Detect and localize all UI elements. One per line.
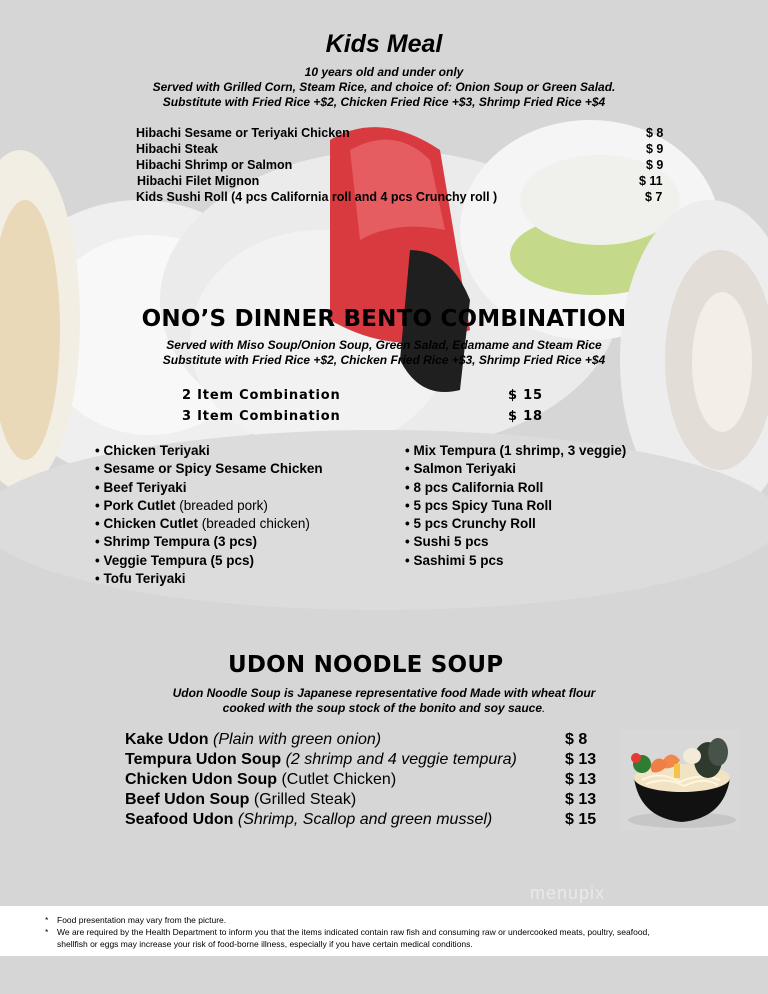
- list-item: • Veggie Tempura (5 pcs): [95, 552, 255, 568]
- udon-description-line2: cooked with the soup stock of the bonito and soy sauce.: [222, 701, 546, 715]
- menu-item-name: Tempura Udon Soup (2 shrimp and 4 veggie tempura): [125, 751, 517, 768]
- menu-item-name: Seafood Udon (Shrimp, Scallop and green mussel): [125, 811, 493, 828]
- bento-left-items: [95, 442, 323, 588]
- menu-item-name: Hibachi Sesame or Teriyaki Chicken: [136, 126, 350, 140]
- combo-price: $ 15: [508, 388, 543, 403]
- list-item: • Sushi 5 pcs: [405, 534, 489, 550]
- menu-item-price: $ 8: [646, 126, 664, 140]
- menu-item-name: Kids Sushi Roll (4 pcs California roll and 4 pcs Crunchy roll ): [136, 190, 498, 204]
- list-item: • 8 pcs California Roll: [405, 479, 544, 495]
- menu-item-price: $ 8: [565, 731, 588, 748]
- footnote-bullet: *: [45, 927, 49, 937]
- menu-item-price: $ 9: [646, 158, 664, 172]
- list-item: • Chicken Teriyaki: [95, 443, 210, 458]
- menu-item-price: $ 11: [639, 174, 663, 188]
- menu-item-price: $ 13: [565, 771, 597, 788]
- list-item: • Chicken Cutlet (breaded chicken): [95, 516, 310, 532]
- list-item: • Sesame or Spicy Sesame Chicken: [95, 461, 323, 477]
- menu-item-price: $ 7: [645, 190, 663, 204]
- udon-bowl-image: [620, 730, 740, 830]
- menu-item-name: Hibachi Steak: [136, 142, 218, 156]
- menu-item-name: Kake Udon (Plain with green onion): [125, 731, 382, 748]
- menu-item-name: Hibachi Shrimp or Salmon: [136, 158, 293, 172]
- list-item: • Pork Cutlet (breaded pork): [95, 497, 268, 513]
- kids-meal-served-with: Served with Grilled Corn, Steam Rice, and choice of: Onion Soup or Green Salad.: [152, 80, 616, 94]
- kids-meal-subtitle: 10 years old and under only: [304, 65, 464, 79]
- menu-item-name: Beef Udon Soup (Grilled Steak): [125, 791, 357, 808]
- bento-right-items: [405, 442, 626, 570]
- bento-substitute: Substitute with Fried Rice +$2, Chicken Fried Rice +$3, Shrimp Fried Rice +$4: [162, 353, 606, 367]
- list-item: • Tofu Teriyaki: [95, 571, 186, 587]
- kids-meal-substitute: Substitute with Fried Rice +$2, Chicken Fried Rice +$3, Shrimp Fried Rice +$4: [162, 95, 606, 109]
- list-item: • 5 pcs Spicy Tuna Roll: [405, 497, 553, 513]
- menu-item-name: Chicken Udon Soup (Cutlet Chicken): [125, 771, 397, 788]
- menu-item-price: $ 13: [565, 751, 597, 768]
- bento-served-with: Served with Miso Soup/Onion Soup, Green Salad, Edamame and Steam Rice: [166, 338, 602, 352]
- list-item: • Salmon Teriyaki: [405, 461, 517, 477]
- udon-title: UDON NOODLE SOUP: [228, 652, 504, 678]
- menu-item-price: $ 13: [565, 791, 597, 808]
- menu-item-name: Hibachi Filet Mignon: [137, 174, 260, 188]
- list-item: • 5 pcs Crunchy Roll: [405, 516, 536, 532]
- combo-name: 3 Item Combination: [182, 409, 341, 424]
- list-item: • Sashimi 5 pcs: [405, 552, 504, 568]
- footnote-health-warning-line1: We are required by the Health Department to inform you that the items indicated contain raw fish and consuming raw or undercooked meats, poultry, seafood,: [57, 927, 650, 937]
- footnote-health-warning-line2: shellfish or eggs may increase your risk of food-borne illness, especially if you have certain medical conditions.: [57, 939, 473, 949]
- menupix-watermark: menupix: [530, 883, 606, 903]
- menu-item-price: $ 9: [646, 142, 664, 156]
- list-item: • Beef Teriyaki: [95, 479, 187, 495]
- bento-title: ONO’S DINNER BENTO COMBINATION: [141, 306, 627, 332]
- combo-price: $ 18: [508, 409, 543, 424]
- footnote-presentation: Food presentation may vary from the picture.: [57, 915, 227, 925]
- menu-item-price: $ 15: [565, 811, 597, 828]
- list-item: • Shrimp Tempura (3 pcs): [95, 534, 258, 550]
- kids-meal-title: Kids Meal: [325, 30, 443, 58]
- udon-description-line1: Udon Noodle Soup is Japanese representative food Made with wheat flour: [172, 686, 596, 700]
- list-item: • Mix Tempura (1 shrimp, 3 veggie): [405, 443, 627, 458]
- combo-name: 2 Item Combination: [182, 388, 341, 403]
- footnote-bullet: *: [45, 915, 49, 925]
